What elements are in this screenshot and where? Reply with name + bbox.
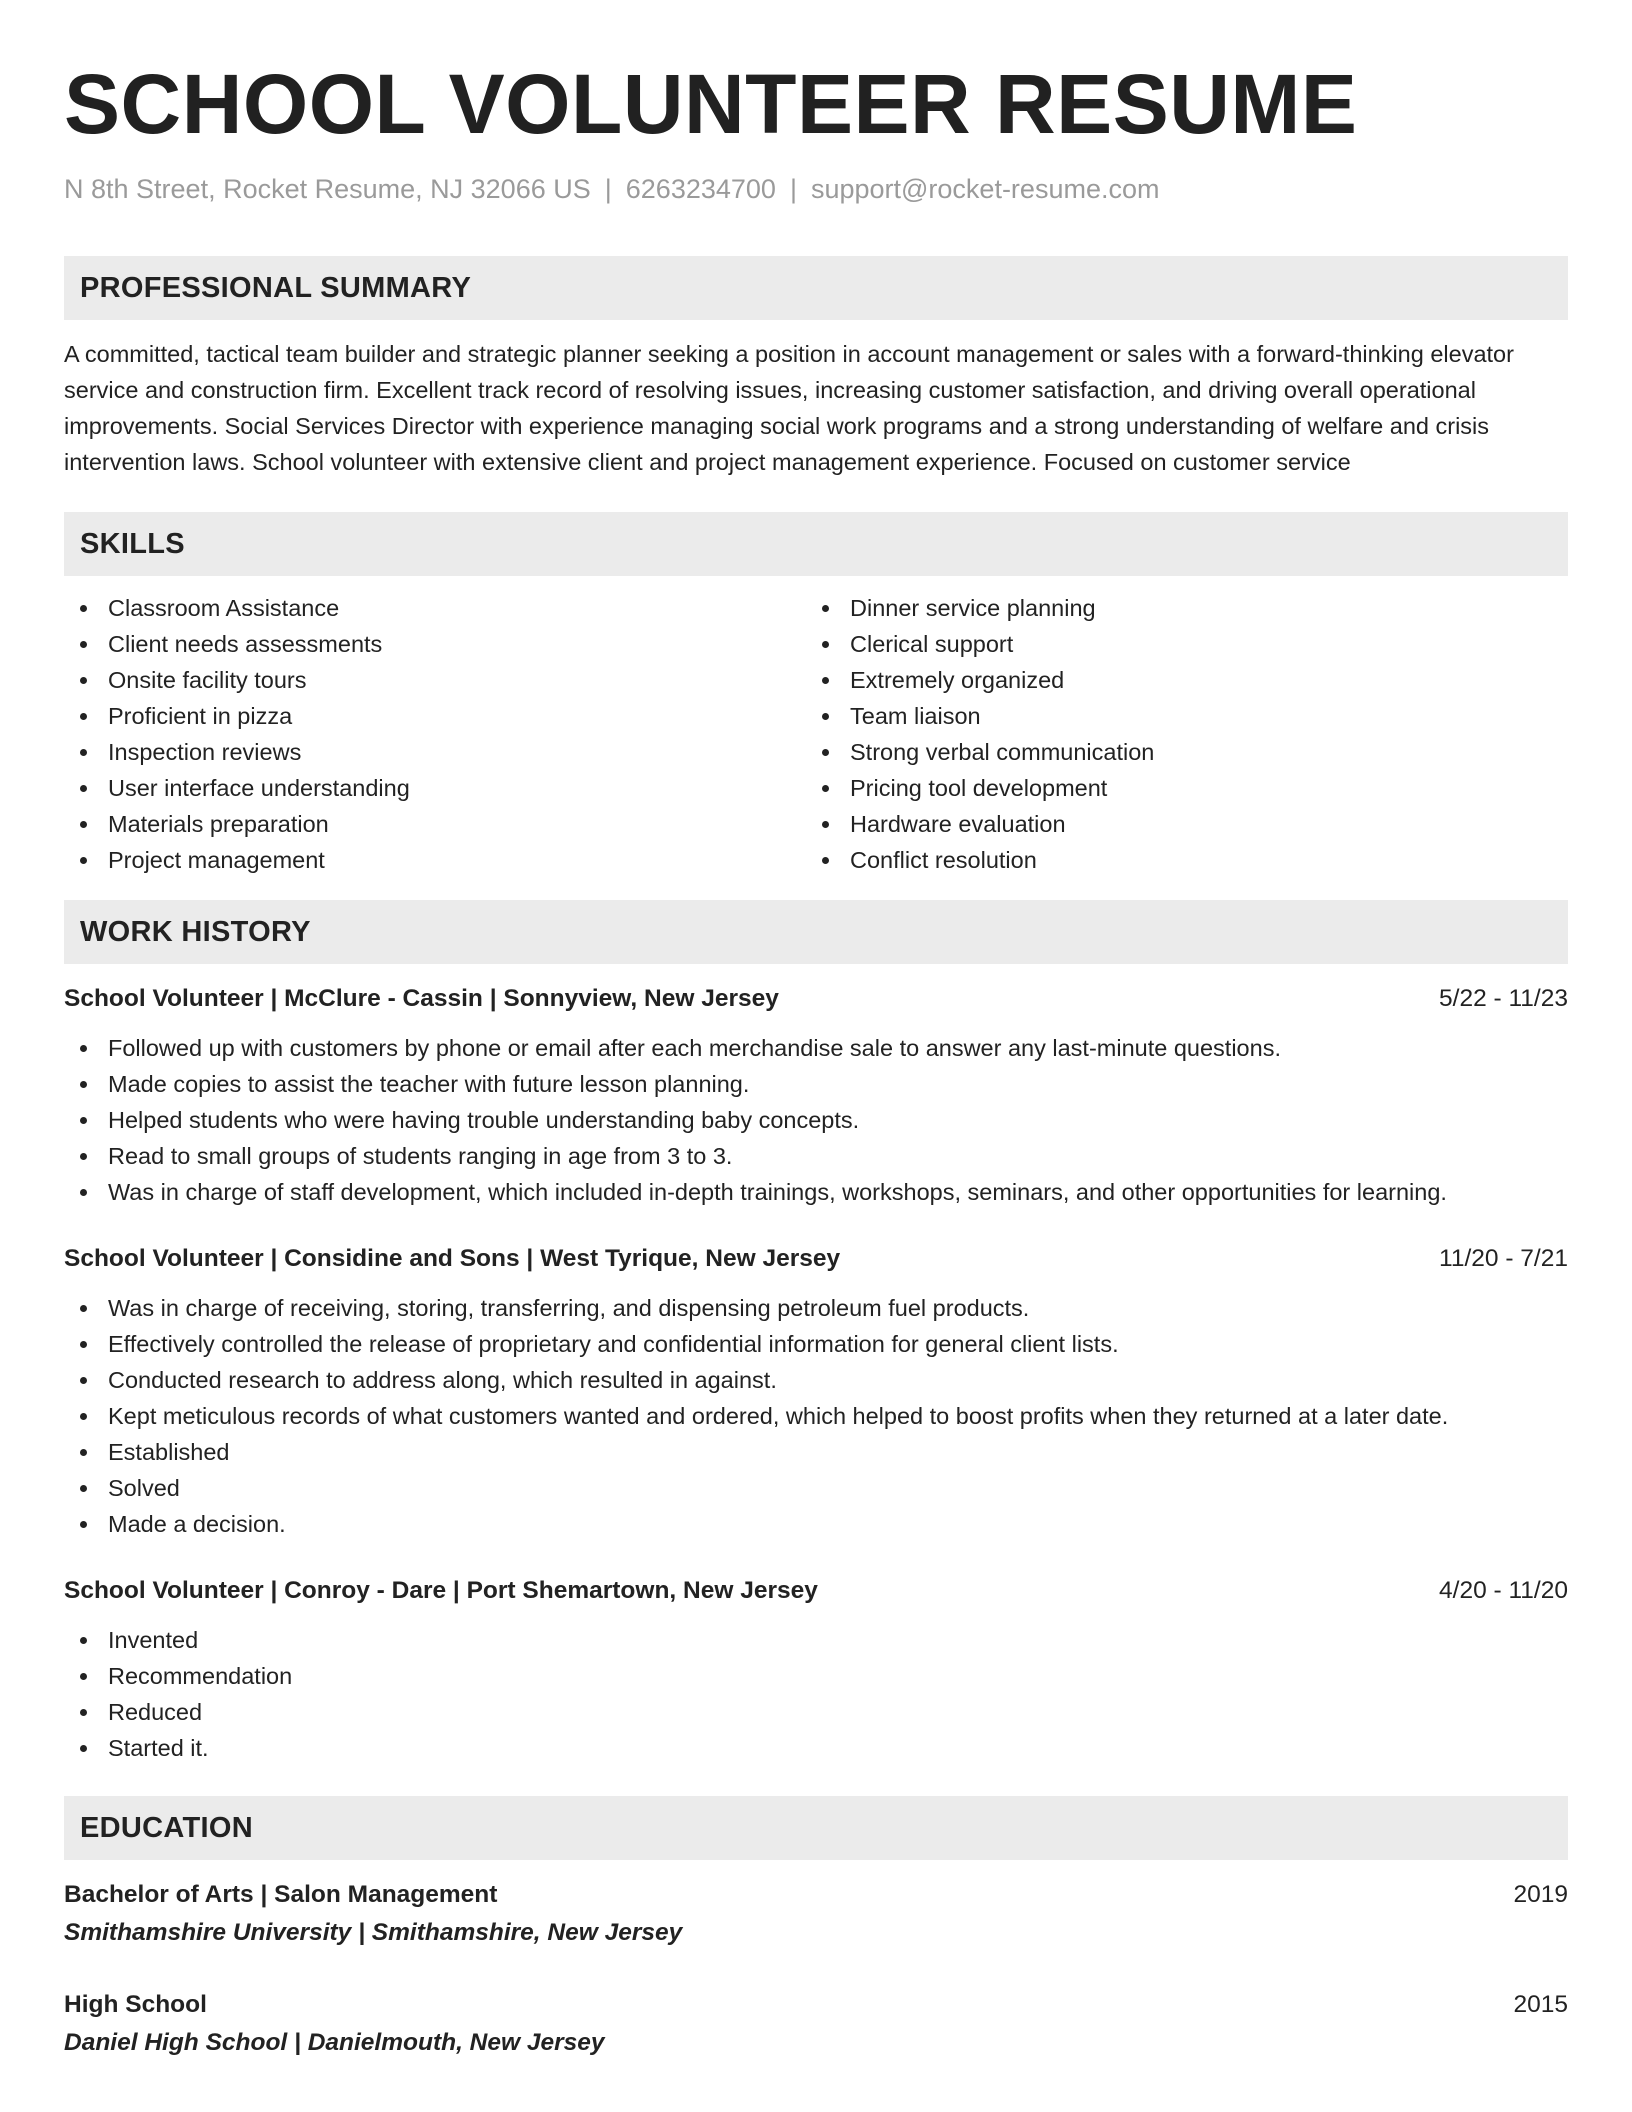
education-degree: High School — [64, 1991, 207, 2018]
education-year: 2015 — [1513, 1991, 1568, 2018]
job-header — [64, 1242, 1568, 1276]
education-school: Daniel High School | Danielmouth, New Jersey — [64, 2029, 605, 2056]
skill-item: Extremely organized — [806, 662, 1548, 698]
job-dates: 11/20 - 7/21 — [1439, 1245, 1568, 1272]
contact-line — [64, 172, 1568, 206]
skill-item: Materials preparation — [64, 806, 806, 842]
skill-item: Clerical support — [806, 626, 1548, 662]
education-year: 2019 — [1513, 1881, 1568, 1908]
skill-item: User interface understanding — [64, 770, 806, 806]
contact-separator: | — [789, 174, 797, 204]
contact-email: support@rocket-resume.com — [810, 174, 1160, 204]
skill-item: Pricing tool development — [806, 770, 1548, 806]
job-bullet: Established — [64, 1434, 1568, 1470]
skill-item: Hardware evaluation — [806, 806, 1548, 842]
skills-column-left — [64, 590, 806, 878]
skill-item: Project management — [64, 842, 806, 878]
job-bullet: Made a decision. — [64, 1506, 1568, 1542]
job-bullet: Conducted research to address along, which resulted in against. — [64, 1362, 1568, 1398]
job-title: School Volunteer | McClure - Cassin | Sonnyview, New Jersey — [64, 985, 779, 1012]
job-bullet: Invented — [64, 1622, 1568, 1658]
skills-list — [64, 590, 1568, 878]
job-bullets — [64, 1030, 1568, 1210]
job-bullet: Was in charge of receiving, storing, transferring, and dispensing petroleum fuel products. — [64, 1290, 1568, 1326]
education-header — [64, 1988, 1568, 2022]
contact-phone: 6263234700 — [625, 174, 776, 204]
job-dates: 4/20 - 11/20 — [1439, 1577, 1568, 1604]
job-entry — [64, 1242, 1568, 1542]
job-bullet: Recommendation — [64, 1658, 1568, 1694]
education-header — [64, 1878, 1568, 1912]
job-bullet: Kept meticulous records of what customers wanted and ordered, which helped to boost profits when they returned at a later date. — [64, 1398, 1568, 1434]
skill-item: Onsite facility tours — [64, 662, 806, 698]
section-heading-summary: PROFESSIONAL SUMMARY — [64, 256, 1568, 320]
education-entry — [64, 1988, 1568, 2060]
skill-item: Strong verbal communication — [806, 734, 1548, 770]
skill-item: Proficient in pizza — [64, 698, 806, 734]
skill-item: Inspection reviews — [64, 734, 806, 770]
section-heading-work-history: WORK HISTORY — [64, 900, 1568, 964]
job-bullet: Helped students who were having trouble understanding baby concepts. — [64, 1102, 1568, 1138]
job-bullets — [64, 1622, 1568, 1766]
job-bullets — [64, 1290, 1568, 1542]
summary-text: A committed, tactical team builder and strategic planner seeking a position in account management or sales with a forward-thinking elevator service and construction firm. Excellent track record of resolving issues, increasing customer satisfaction, and driving overall operational improvements. Social Services Director with experience managing social work programs and a strong understanding of welfare and crisis intervention laws. School volunteer with extensive client and project management experience. Focused on customer service — [64, 341, 1514, 475]
skill-item: Conflict resolution — [806, 842, 1548, 878]
section-heading-education: EDUCATION — [64, 1796, 1568, 1860]
job-bullet: Reduced — [64, 1694, 1568, 1730]
skill-item: Classroom Assistance — [64, 590, 806, 626]
job-entry — [64, 1574, 1568, 1766]
education-degree: Bachelor of Arts | Salon Management — [64, 1881, 498, 1908]
job-bullet: Made copies to assist the teacher with future lesson planning. — [64, 1066, 1568, 1102]
skill-item: Client needs assessments — [64, 626, 806, 662]
job-header — [64, 982, 1568, 1016]
section-heading-skills: SKILLS — [64, 512, 1568, 576]
contact-address: N 8th Street, Rocket Resume, NJ 32066 US — [64, 174, 591, 204]
job-entry — [64, 982, 1568, 1210]
job-title: School Volunteer | Considine and Sons | West Tyrique, New Jersey — [64, 1245, 841, 1272]
resume-page — [64, 56, 1568, 2060]
resume-title: SCHOOL VOLUNTEER RESUME — [64, 57, 1358, 151]
skill-item: Team liaison — [806, 698, 1548, 734]
job-bullet: Started it. — [64, 1730, 1568, 1766]
job-bullet: Effectively controlled the release of proprietary and confidential information for general client lists. — [64, 1326, 1568, 1362]
education-school: Smithamshire University | Smithamshire, New Jersey — [64, 1919, 683, 1946]
job-bullet: Solved — [64, 1470, 1568, 1506]
job-bullet: Read to small groups of students ranging in age from 3 to 3. — [64, 1138, 1568, 1174]
skill-item: Dinner service planning — [806, 590, 1548, 626]
skills-column-right — [806, 590, 1548, 878]
job-dates: 5/22 - 11/23 — [1439, 985, 1568, 1012]
job-header — [64, 1574, 1568, 1608]
education-entry — [64, 1878, 1568, 1950]
contact-separator: | — [604, 174, 612, 204]
job-bullet: Followed up with customers by phone or email after each merchandise sale to answer any last-minute questions. — [64, 1030, 1568, 1066]
job-title: School Volunteer | Conroy - Dare | Port Shemartown, New Jersey — [64, 1577, 818, 1604]
job-bullet: Was in charge of staff development, which included in-depth trainings, workshops, seminars, and other opportunities for learning. — [64, 1174, 1568, 1210]
